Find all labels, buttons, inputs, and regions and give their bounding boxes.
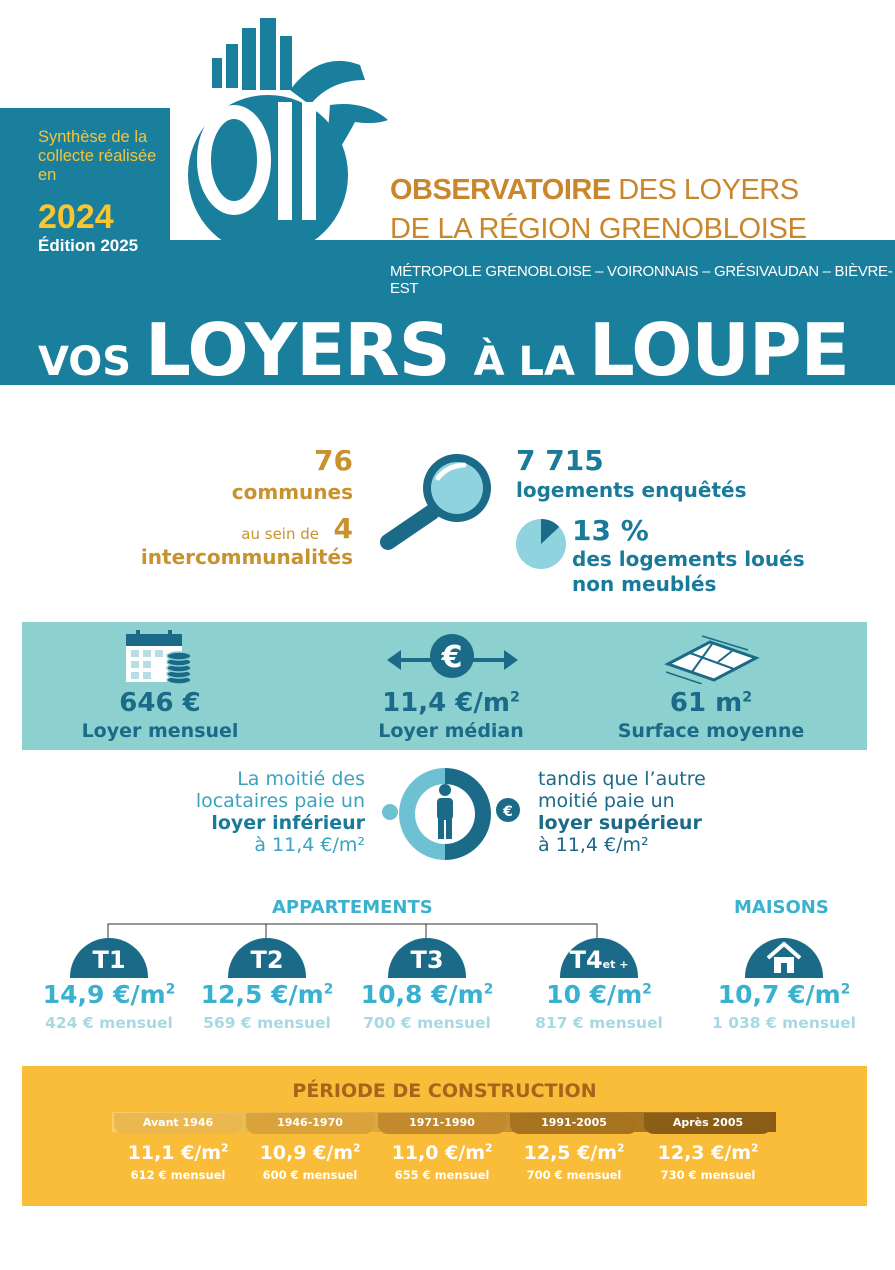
kpi-label-surface: Surface moyenne <box>617 720 805 742</box>
type-price-t2: 12,5 $€/m^2$ <box>200 980 334 1009</box>
edition-label: Édition 2025 <box>38 236 139 255</box>
page-title: VOS LOYERS À LA LOUPE <box>38 308 849 392</box>
appartements-title: APPARTEMENTS <box>272 897 433 918</box>
period-price-1971-1990: 11,0 $€/m^2$ <box>391 1142 493 1164</box>
share-label-2: non meublés <box>572 572 717 596</box>
period-monthly-1971-1990: 655 € mensuel <box>394 1168 490 1182</box>
period-monthly-avant-1946: 612 € mensuel <box>130 1168 226 1182</box>
type-monthly-t3: 700 € mensuel <box>363 1014 491 1032</box>
type-badge-t3: T3 <box>388 938 466 978</box>
median-upper-text: tandis que l’autre moitié paie un loyer supérieur à 11,4 €/m² <box>538 768 706 856</box>
svg-text:€: € <box>441 640 463 675</box>
synthese-text: Synthèse de la collecte réalisée en <box>38 128 157 184</box>
type-badge-t1: T1 <box>70 938 148 978</box>
period-tab-avant-1946: Avant 1946 <box>114 1113 242 1134</box>
oll-logo-icon <box>150 10 410 255</box>
type-price-t3: 10,8 $€/m^2$ <box>360 980 494 1009</box>
type-badge-t4: T4et + <box>560 938 638 978</box>
period-monthly-1946-1970: 600 € mensuel <box>262 1168 358 1182</box>
logements-count: 7 715 <box>516 444 604 477</box>
type-price-t4: 10 $€/m^2$ <box>546 980 652 1009</box>
construction-title: PÉRIODE DE CONSTRUCTION <box>292 1080 597 1102</box>
org-name-line2: DE LA RÉGION GRENOBLOISE <box>390 213 807 245</box>
period-tab-1971-1990: 1971-1990 <box>378 1113 506 1134</box>
appartements-bracket <box>100 918 610 948</box>
maisons-title: MAISONS <box>734 897 829 918</box>
type-price-maison: 10,7 $€/m^2$ <box>717 980 851 1009</box>
period-tab-1946-1970: 1946-1970 <box>246 1113 374 1134</box>
survey-year: 2024 <box>38 198 114 236</box>
kpi-label-median: Loyer médian <box>378 720 524 742</box>
svg-text:€: € <box>503 804 513 820</box>
period-monthly-1991-2005: 700 € mensuel <box>526 1168 622 1182</box>
period-tab-1991-2005: 1991-2005 <box>510 1113 638 1134</box>
calendar-coins-icon <box>124 628 194 686</box>
period-price-avant-1946: 11,1 $€/m^2$ <box>127 1142 229 1164</box>
euro-arrows-icon <box>385 632 520 682</box>
period-monthly-apres-2005: 730 € mensuel <box>660 1168 756 1182</box>
period-price-apres-2005: 12,3 $€/m^2$ <box>657 1142 759 1164</box>
interco-count: 4 <box>333 512 353 545</box>
median-lower-text: La moitié des locataires paie un loyer inférieur à 11,4 €/m² <box>195 768 365 856</box>
kpi-value-median: 11,4 $€/m^2$ <box>382 688 520 718</box>
org-name-line1: OBSERVATOIRE DES LOYERS <box>390 174 799 206</box>
small-money-bag-icon <box>382 804 398 820</box>
type-monthly-maison: 1 038 € mensuel <box>712 1014 856 1032</box>
period-price-1946-1970: 10,9 $€/m^2$ <box>259 1142 361 1164</box>
regions-list: MÉTROPOLE GRENOBLOISE – VOIRONNAIS – GRÉSIVAUDAN – BIÈVRE-EST <box>390 263 893 297</box>
type-monthly-t4: 817 € mensuel <box>535 1014 663 1032</box>
kpi-value-surface: 61 $m^2$ <box>669 688 753 718</box>
interco-prefix: au sein de <box>241 525 319 543</box>
kpi-label-rent: Loyer mensuel <box>81 720 239 742</box>
share-pie-chart <box>515 518 567 570</box>
communes-count: 76 <box>314 444 353 477</box>
type-price-t1: 14,9 $€/m^2$ <box>42 980 176 1009</box>
median-split-donut <box>378 764 523 864</box>
period-tab-apres-2005: Après 2005 <box>644 1113 772 1134</box>
floor-plan-icon <box>662 632 762 684</box>
logements-label: logements enquêtés <box>516 478 747 502</box>
kpi-value-rent: 646 € <box>119 688 201 718</box>
house-icon <box>764 940 804 976</box>
type-monthly-t2: 569 € mensuel <box>203 1014 331 1032</box>
interco-label: intercommunalités <box>140 545 353 569</box>
share-label-1: des logements loués <box>572 547 805 571</box>
share-value: 13 % <box>572 514 649 547</box>
type-badge-t2: T2 <box>228 938 306 978</box>
type-badge-maison <box>745 938 823 978</box>
type-monthly-t1: 424 € mensuel <box>45 1014 173 1032</box>
period-price-1991-2005: 12,5 $€/m^2$ <box>523 1142 625 1164</box>
magnifier-icon <box>372 448 502 553</box>
communes-label: communes <box>231 480 353 504</box>
